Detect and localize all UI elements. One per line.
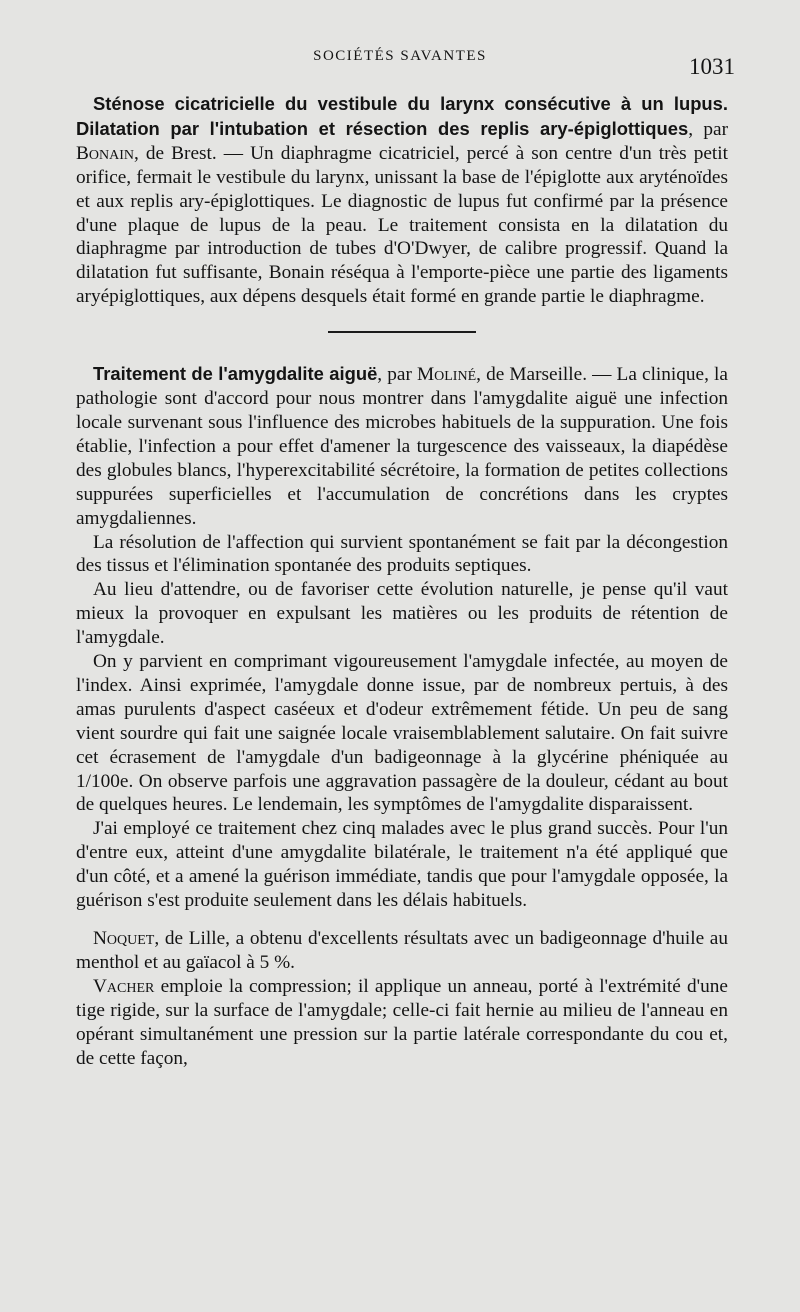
article2-paragraph-2: La résolution de l'affection qui survient spontanément se fait par la décongestion des tissus et l'élimination spontanée des produits septiques. — [76, 531, 728, 577]
paragraph-spacer — [76, 913, 728, 927]
article1-title: Sténose cicatricielle du vestibule du larynx consécutive à un lupus. Dilatation par l'intubation et résection des replis ary-épiglottiques — [76, 93, 728, 139]
comment-vacher-text: emploie la compression; il applique un anneau, porté à l'extrémité d'une tige rigide, sur la surface de l'amygdale; celle-ci fait hernie au milieu de l'anneau en opérant simultanément une pression sur la partie latérale correspondante du cou et, de cette façon, — [76, 975, 728, 1069]
section-divider — [328, 331, 476, 333]
article2-by: , par — [377, 364, 417, 386]
comment-vacher-author: Vacher — [93, 975, 155, 997]
article2-text: , de Marseille. — La clinique, la pathologie sont d'accord pour nous montrer dans l'amygdalite aiguë une infection locale survenant sous l'influence des microbes habituels de la suppuration. Une fois établie, l'infection a pour effet d'amener la turgescence des vaisseaux, la diapédèse des globules blancs, l'hyperexcitabilité sécrétoire, la formation de petites collections suppurées superficielles et l'accumulation de concrétions dans les cryptes amygdaliennes. — [76, 364, 728, 529]
body-text — [76, 92, 728, 1070]
article2-paragraph-3: Au lieu d'attendre, ou de favoriser cette évolution naturelle, je pense qu'il vaut mieux la provoquer en expulsant les matières ou les produits de rétention de l'amygdale. — [76, 579, 728, 649]
article2-author: Moliné — [416, 364, 477, 386]
article1-author: Bonain — [76, 142, 134, 164]
comment-noquet-text: , de Lille, a obtenu d'excellents résultats avec un badigeonnage d'huile au menthol et au gaïacol à 5 %. — [76, 928, 728, 973]
article2-title: Traitement de l'amygdalite aiguë — [93, 363, 378, 385]
comment-noquet-author: Noquet — [93, 928, 155, 949]
article2-paragraph-5: J'ai employé ce traitement chez cinq malades avec le plus grand succès. Pour l'un d'entre eux, atteint d'une amygdalite bilatérale, le traitement n'a été appliqué que d'un côté, et a amené la guérison immédiate, tandis que pour l'amygdale opposée, la guérison s'est produite seulement dans les délais habituels. — [76, 818, 728, 912]
article2-paragraph-4: On y parvient en comprimant vigoureusement l'amygdale infectée, au moyen de l'index. Ainsi exprimée, l'amygdale donne issue, par de nombreux pertuis, à des amas purulents d'aspect caséeux et d'odeur extrêmement fétide. Un peu de sang vient sourdre qui fait une saignée locale vraisemblablement salutaire. On fait suivre cet écrasement de l'amygdale d'un badigeonnage à la glycérine phéniquée au 1/100e. On observe parfois une aggravation passagère de la douleur, cédant au bout de quelques heures. Le lendemain, les symptômes de l'amygdalite disparaissent. — [76, 651, 728, 816]
running-header: SOCIÉTÉS SAVANTES — [313, 48, 487, 64]
comment-noquet — [76, 927, 728, 975]
article1-paragraph — [76, 92, 728, 309]
page-number: 1031 — [689, 54, 735, 79]
comment-vacher — [76, 975, 728, 1071]
article1-text: , de Brest. — Un diaphragme cicatriciel, percé à son centre d'un très petit orifice, fermait le vestibule du larynx, unissant la base de l'épiglotte aux aryténoïdes et aux replis ary-épiglottiques. Le diagnostic de lupus fut confirmé par la présence d'une plaque de lupus de la peau. Le traitement consista en la dilatation du diaphragme par introduction de tubes d'O'Dwyer, de calibre progressif. Quand la dilatation fut suffisante, Bonain réséqua à l'emporte-pièce une partie des ligaments aryépiglottiques, aux dépens desquels était formé en grande partie le diaphragme. — [76, 142, 728, 308]
article1-by: , par — [688, 118, 729, 140]
article2-paragraph — [76, 362, 728, 530]
